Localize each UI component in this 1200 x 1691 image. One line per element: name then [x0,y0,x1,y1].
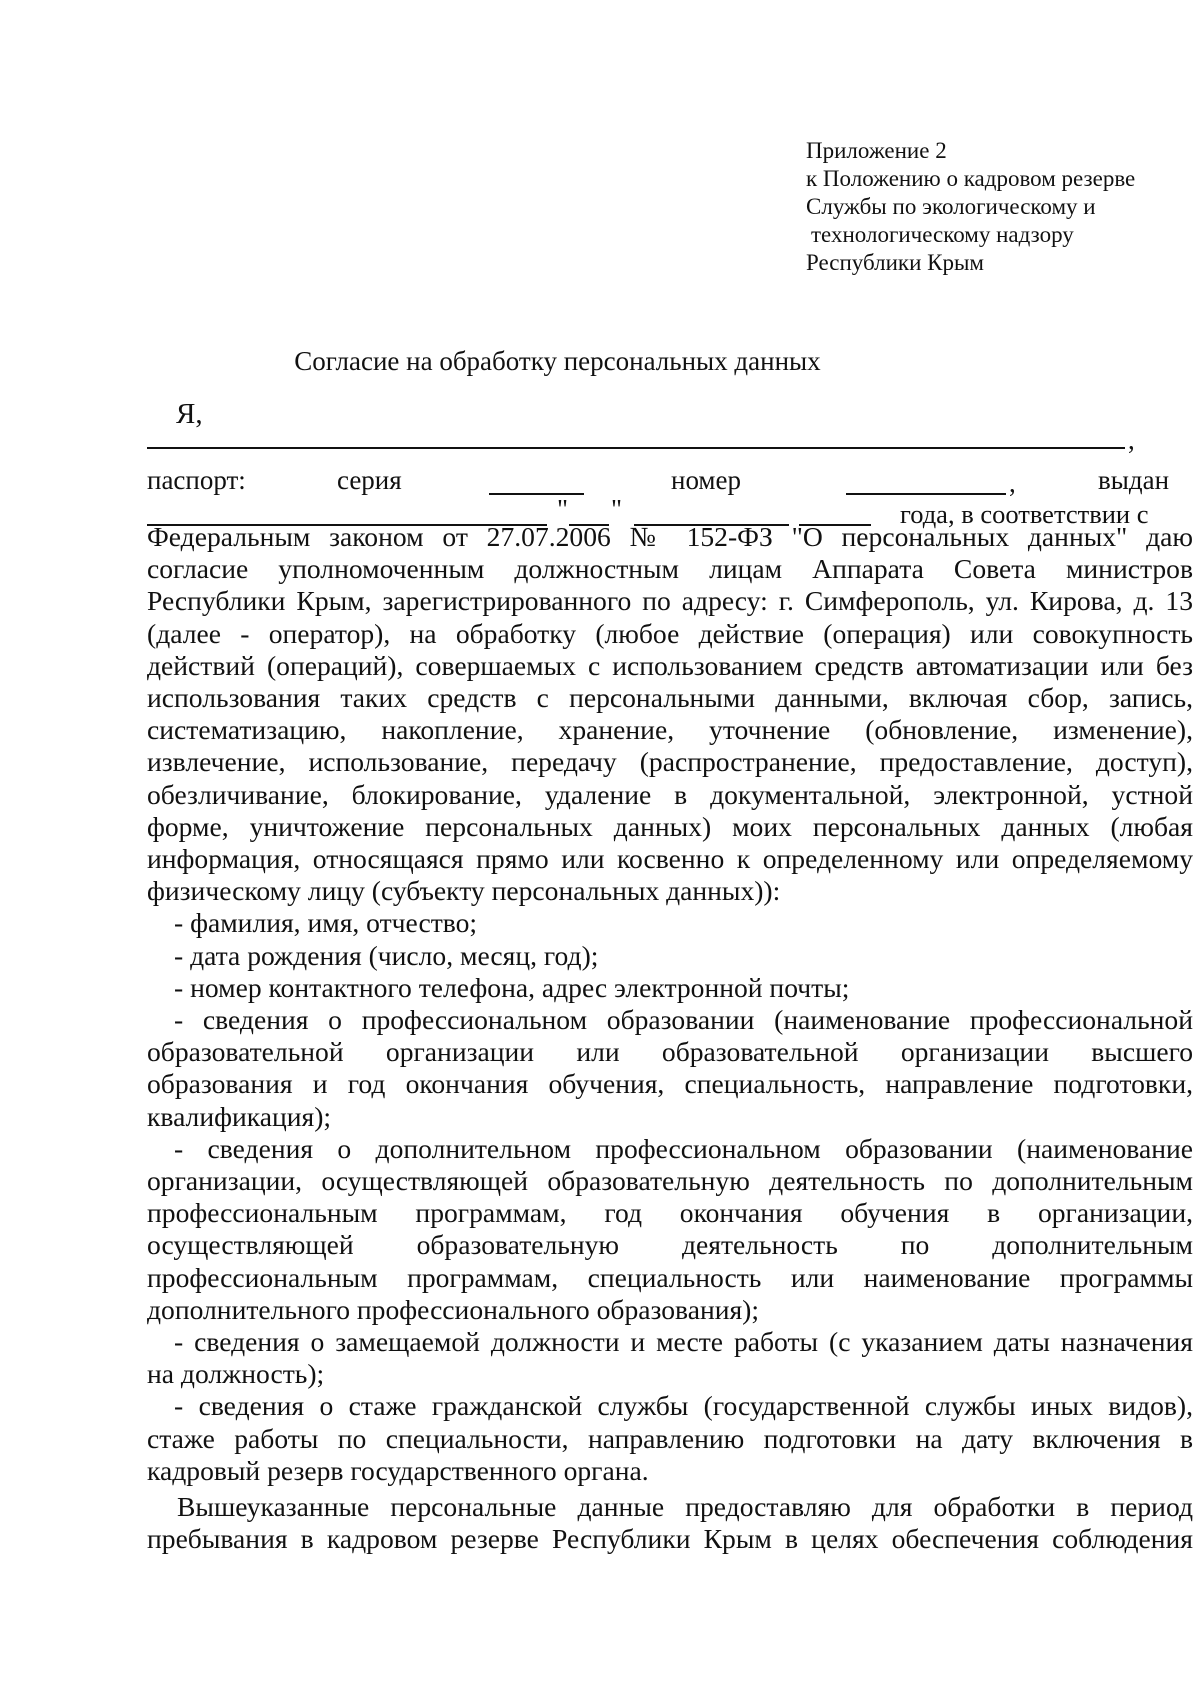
passport-label: паспорт: [147,465,246,495]
year-tail-text: года, в соответствии с [900,499,1149,529]
item-add-edu-line: дополнительного профессионального образования); [147,1293,760,1325]
body-line: Республики Крым, зарегистрированного по адресу: г. Симферополь, ул. Кирова, д. 13 [147,585,1193,617]
ya-label: Я, [176,398,203,430]
date-quote-open: " [557,494,569,524]
body-line: извлечение, использование, передачу (распространение, предоставление, доступ), [147,746,1193,778]
item-add-edu-line: осуществляющей образовательную деятельность по дополнительным [147,1229,1193,1261]
body-line: форме, уничтожение персональных данных) моих персональных данных (любая [147,810,1193,842]
item-prof-edu-line: образования и год окончания обучения, специальность, направление подготовки, [147,1068,1193,1100]
series-label: серия [337,465,402,495]
body-line: использования таких средств с персональными данными, включая сбор, запись, [147,682,1193,714]
body-line: согласие уполномоченным должностным лицам Аппарата Совета министров [147,553,1193,585]
body-line: обезличивание, блокирование, удаление в документальной, электронной, устной [147,778,1193,810]
number-field-line[interactable] [846,493,1006,495]
appendix-line: к Положению о кадровом резерве [806,166,1136,191]
issued-label: выдан [1098,465,1170,495]
number-comma: , [1009,468,1016,498]
appendix-line: Республики Крым [806,250,984,275]
item-service-line: - сведения о стаже гражданской службы (государственной службы иных видов), [174,1390,1193,1422]
item-phone: - номер контактного телефона, адрес электронной почты; [174,971,850,1003]
item-add-edu-line: - сведения о дополнительном профессиональном образовании (наименование [174,1132,1193,1164]
item-fio: - фамилия, имя, отчество; [174,907,478,939]
item-birth: - дата рождения (число, месяц, год); [174,939,599,971]
series-field-line[interactable] [489,493,584,495]
body-line: информация, относящаяся прямо или косвенно к определенному или определяемому [147,843,1193,875]
number-label: номер [671,465,742,495]
item-service-line: стаже работы по специальности, направлению подготовки на дату включения в [147,1422,1193,1454]
item-add-edu-line: профессиональным программам, год окончания обучения в организации, [147,1197,1193,1229]
date-quote-close: " [611,494,623,524]
appendix-line: Приложение 2 [806,138,947,163]
item-prof-edu-line: - сведения о профессиональном образовании (наименование профессиональной [174,1004,1193,1036]
item-add-edu-line: профессиональным программам, специальность или наименование программы [147,1261,1193,1293]
name-field-line[interactable] [147,447,1125,449]
appendix-header [806,137,1135,277]
item-service-line: кадровый резерв государственного органа. [147,1454,649,1486]
appendix-line: технологическому надзору [811,222,1074,247]
body-line: (далее - оператор), на обработку (любое действие (операция) или совокупность [147,617,1193,649]
appendix-line: Службы по экологическому и [806,194,1096,219]
document-title: Согласие на обработку персональных данных [294,346,821,376]
name-comma: , [1128,425,1135,455]
consent-body [147,521,1193,1556]
item-position-line: - сведения о замещаемой должности и месте работы (с указанием даты назначения [174,1326,1193,1358]
closing-line: пребывания в кадровом резерве Республики Крым в целях обеспечения соблюдения [147,1523,1193,1555]
item-add-edu-line: организации, осуществляющей образовательную деятельность по дополнительным [147,1165,1193,1197]
body-line: Федеральным законом от 27.07.2006 № 152-ФЗ "О персональных данных" даю [147,521,1193,552]
item-position-line: на должность); [147,1358,325,1390]
body-line: систематизацию, накопление, хранение, уточнение (обновление, изменение), [147,714,1193,746]
item-prof-edu-line: квалификация); [147,1100,332,1132]
item-prof-edu-line: образовательной организации или образовательной организации высшего [147,1036,1193,1068]
closing-line: Вышеуказанные персональные данные предоставляю для обработки в период [177,1491,1193,1523]
body-line: действий (операций), совершаемых с использованием средств автоматизации или без [147,649,1193,681]
body-line: физическому лицу (субъекту персональных данных)): [147,875,781,907]
